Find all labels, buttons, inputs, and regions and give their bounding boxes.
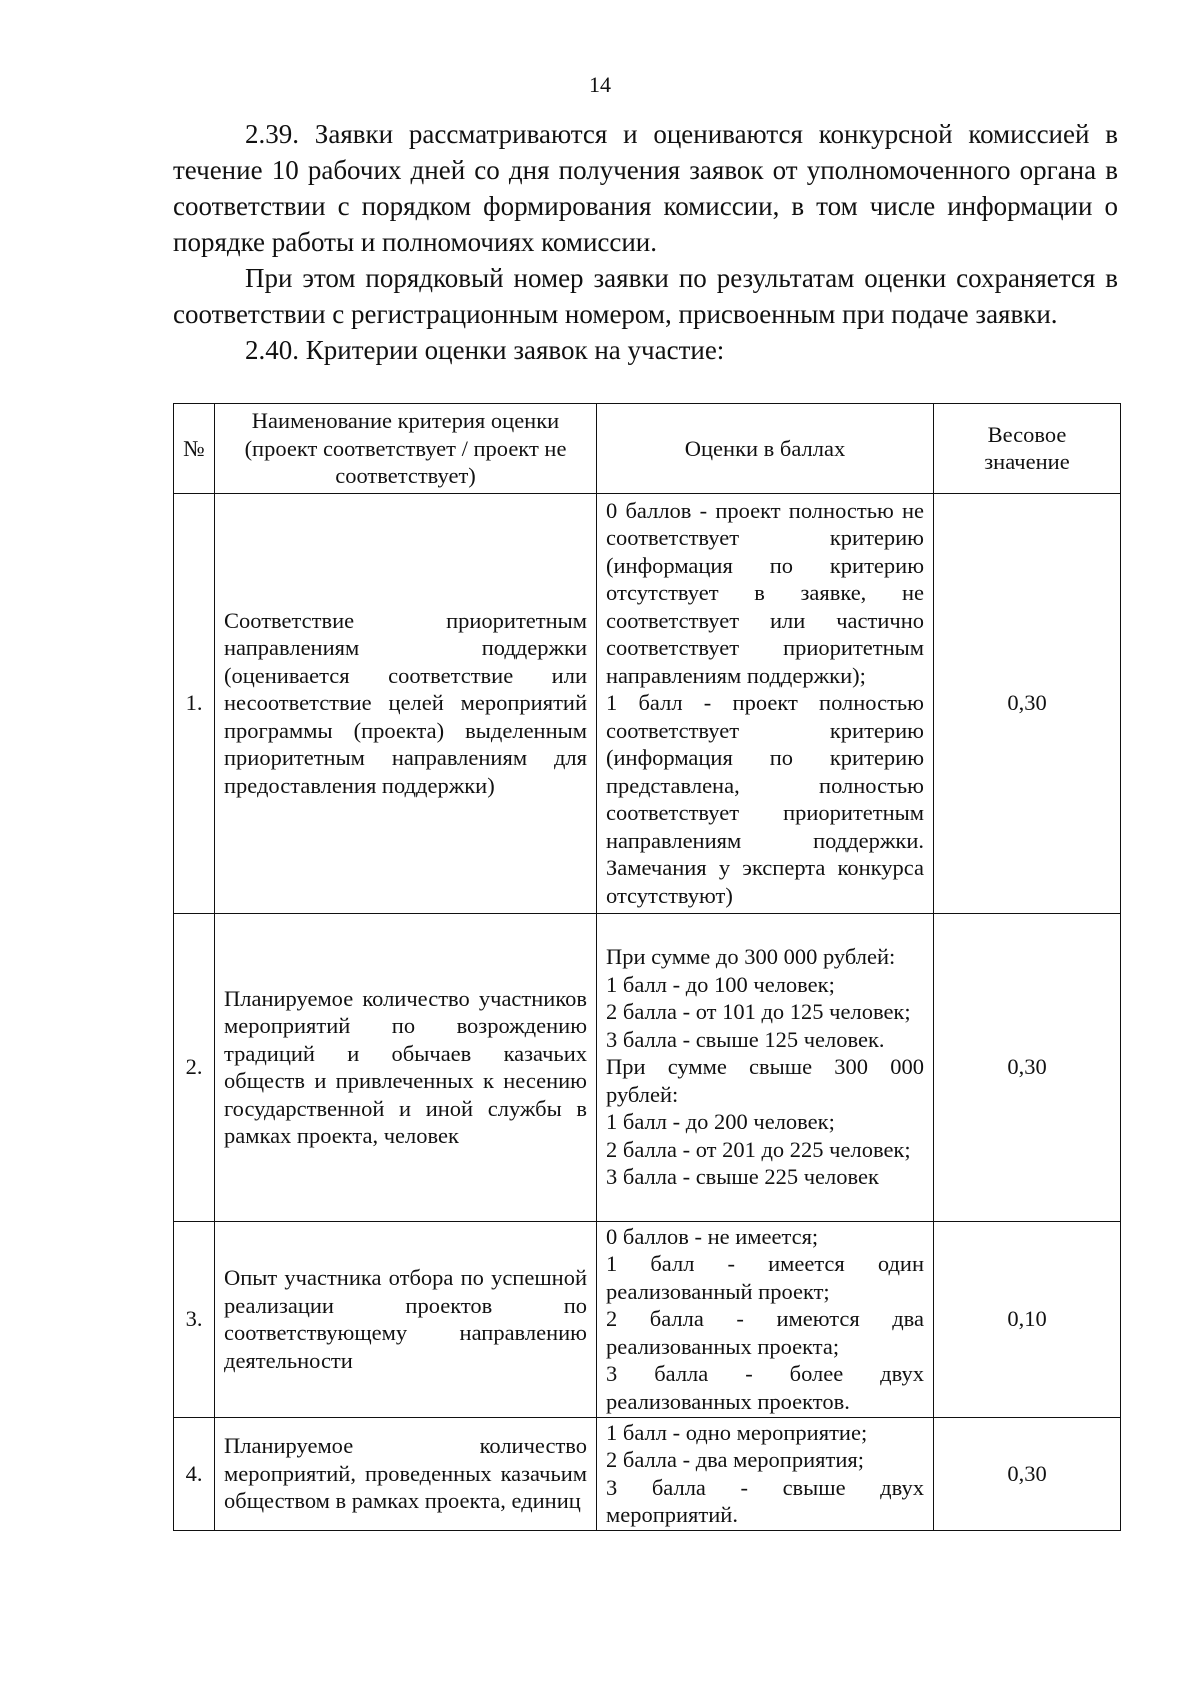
- score-line: 1 балл - одно мероприятие;: [606, 1419, 868, 1445]
- score-line: 0 баллов - не имеется;: [606, 1223, 819, 1249]
- row-num: 4.: [174, 1417, 215, 1530]
- criterion-scores: [597, 1221, 934, 1417]
- row-num: 2.: [174, 913, 215, 1221]
- criterion-name: Планируемое количество участников мероприятий по возрождению традиций и обычаев казачьих обществ и привлеченных к несению государственной и иной службы в рамках проекта, человек: [215, 913, 597, 1221]
- score-line: 1 балл - до 100 человек;: [606, 971, 835, 997]
- criterion-scores: [597, 913, 934, 1221]
- table-row: [174, 493, 1121, 913]
- row-num: 3.: [174, 1221, 215, 1417]
- paragraph-order-number: При этом порядковый номер заявки по результатам оценки сохраняется в соответствии с регистрационным номером, присвоенным при подаче заявки.: [173, 263, 1118, 329]
- score-line: 1 балл - имеется один реализованный проект;: [606, 1251, 924, 1304]
- score-line: 3 балла - свыше 225 человек: [606, 1164, 879, 1190]
- paragraph-2-39: 2.39. Заявки рассматриваются и оцениваются конкурсной комиссией в течение 10 рабочих дней со дня получения заявок от уполномоченного органа в соответствии с порядком формирования комиссии, в том числе информации о порядке работы и полномочиях комиссии.: [173, 119, 1118, 257]
- criterion-scores: [597, 493, 934, 913]
- criterion-name: Опыт участника отбора по успешной реализации проектов по соответствующему направлению деятельности: [215, 1221, 597, 1417]
- page-number: 14: [589, 72, 611, 97]
- score-line: 3 балла - свыше двух мероприятий.: [606, 1474, 924, 1527]
- header-criterion-name: Наименование критерия оценки (проект соответствует / проект не соответствует): [215, 404, 597, 494]
- score-line: 3 балла - свыше 125 человек.: [606, 1026, 885, 1052]
- criteria-table: [173, 403, 1121, 1531]
- criterion-name: Соответствие приоритетным направлениям поддержки (оценивается соответствие или несоответствие целей мероприятий программы (проекта) выделенным приоритетным направлениям для предоставления поддержки): [215, 493, 597, 913]
- score-line: При сумме до 300 000 рублей:: [606, 944, 896, 970]
- score-line: 2 балла - два мероприятия;: [606, 1447, 864, 1472]
- criterion-weight: 0,30: [934, 1417, 1121, 1530]
- score-line: 3 балла - более двух реализованных проектов.: [606, 1361, 924, 1414]
- score-line: 1 балл - до 200 человек;: [606, 1109, 835, 1135]
- header-weight: Весовое значение: [934, 404, 1121, 494]
- table-row: [174, 913, 1121, 1221]
- criterion-weight: 0,30: [934, 913, 1121, 1221]
- criterion-weight: 0,30: [934, 493, 1121, 913]
- score-line: 2 балла - имеются два реализованных проекта;: [606, 1306, 924, 1359]
- score-line: 0 баллов - проект полностью не соответствует критерию (информация по критерию отсутствует в заявке, не соответствует или частично соответствует приоритетным направлениям поддержки);: [606, 497, 924, 688]
- table-row: [174, 1221, 1121, 1417]
- score-line: 2 балла - от 201 до 225 человек;: [606, 1136, 911, 1162]
- body-text: [173, 116, 1118, 368]
- table-header-row: [174, 404, 1121, 494]
- header-scores: Оценки в баллах: [597, 404, 934, 494]
- criterion-scores: [597, 1417, 934, 1530]
- table-row: [174, 1417, 1121, 1530]
- score-line: 2 балла - от 101 до 125 человек;: [606, 999, 911, 1025]
- criterion-name: Планируемое количество мероприятий, проведенных казачьим обществом в рамках проекта, единиц: [215, 1417, 597, 1530]
- paragraph-2-40: 2.40. Критерии оценки заявок на участие:: [245, 335, 725, 365]
- row-num: 1.: [174, 493, 215, 913]
- criterion-weight: 0,10: [934, 1221, 1121, 1417]
- score-line: При сумме свыше 300 000 рублей:: [606, 1054, 924, 1107]
- score-line: 1 балл - проект полностью соответствует критерию (информация по критерию представлена, полностью соответствует приоритетным направлениям поддержки. Замечания у эксперта конкурса отсутствуют): [606, 690, 924, 908]
- header-num: №: [174, 404, 215, 494]
